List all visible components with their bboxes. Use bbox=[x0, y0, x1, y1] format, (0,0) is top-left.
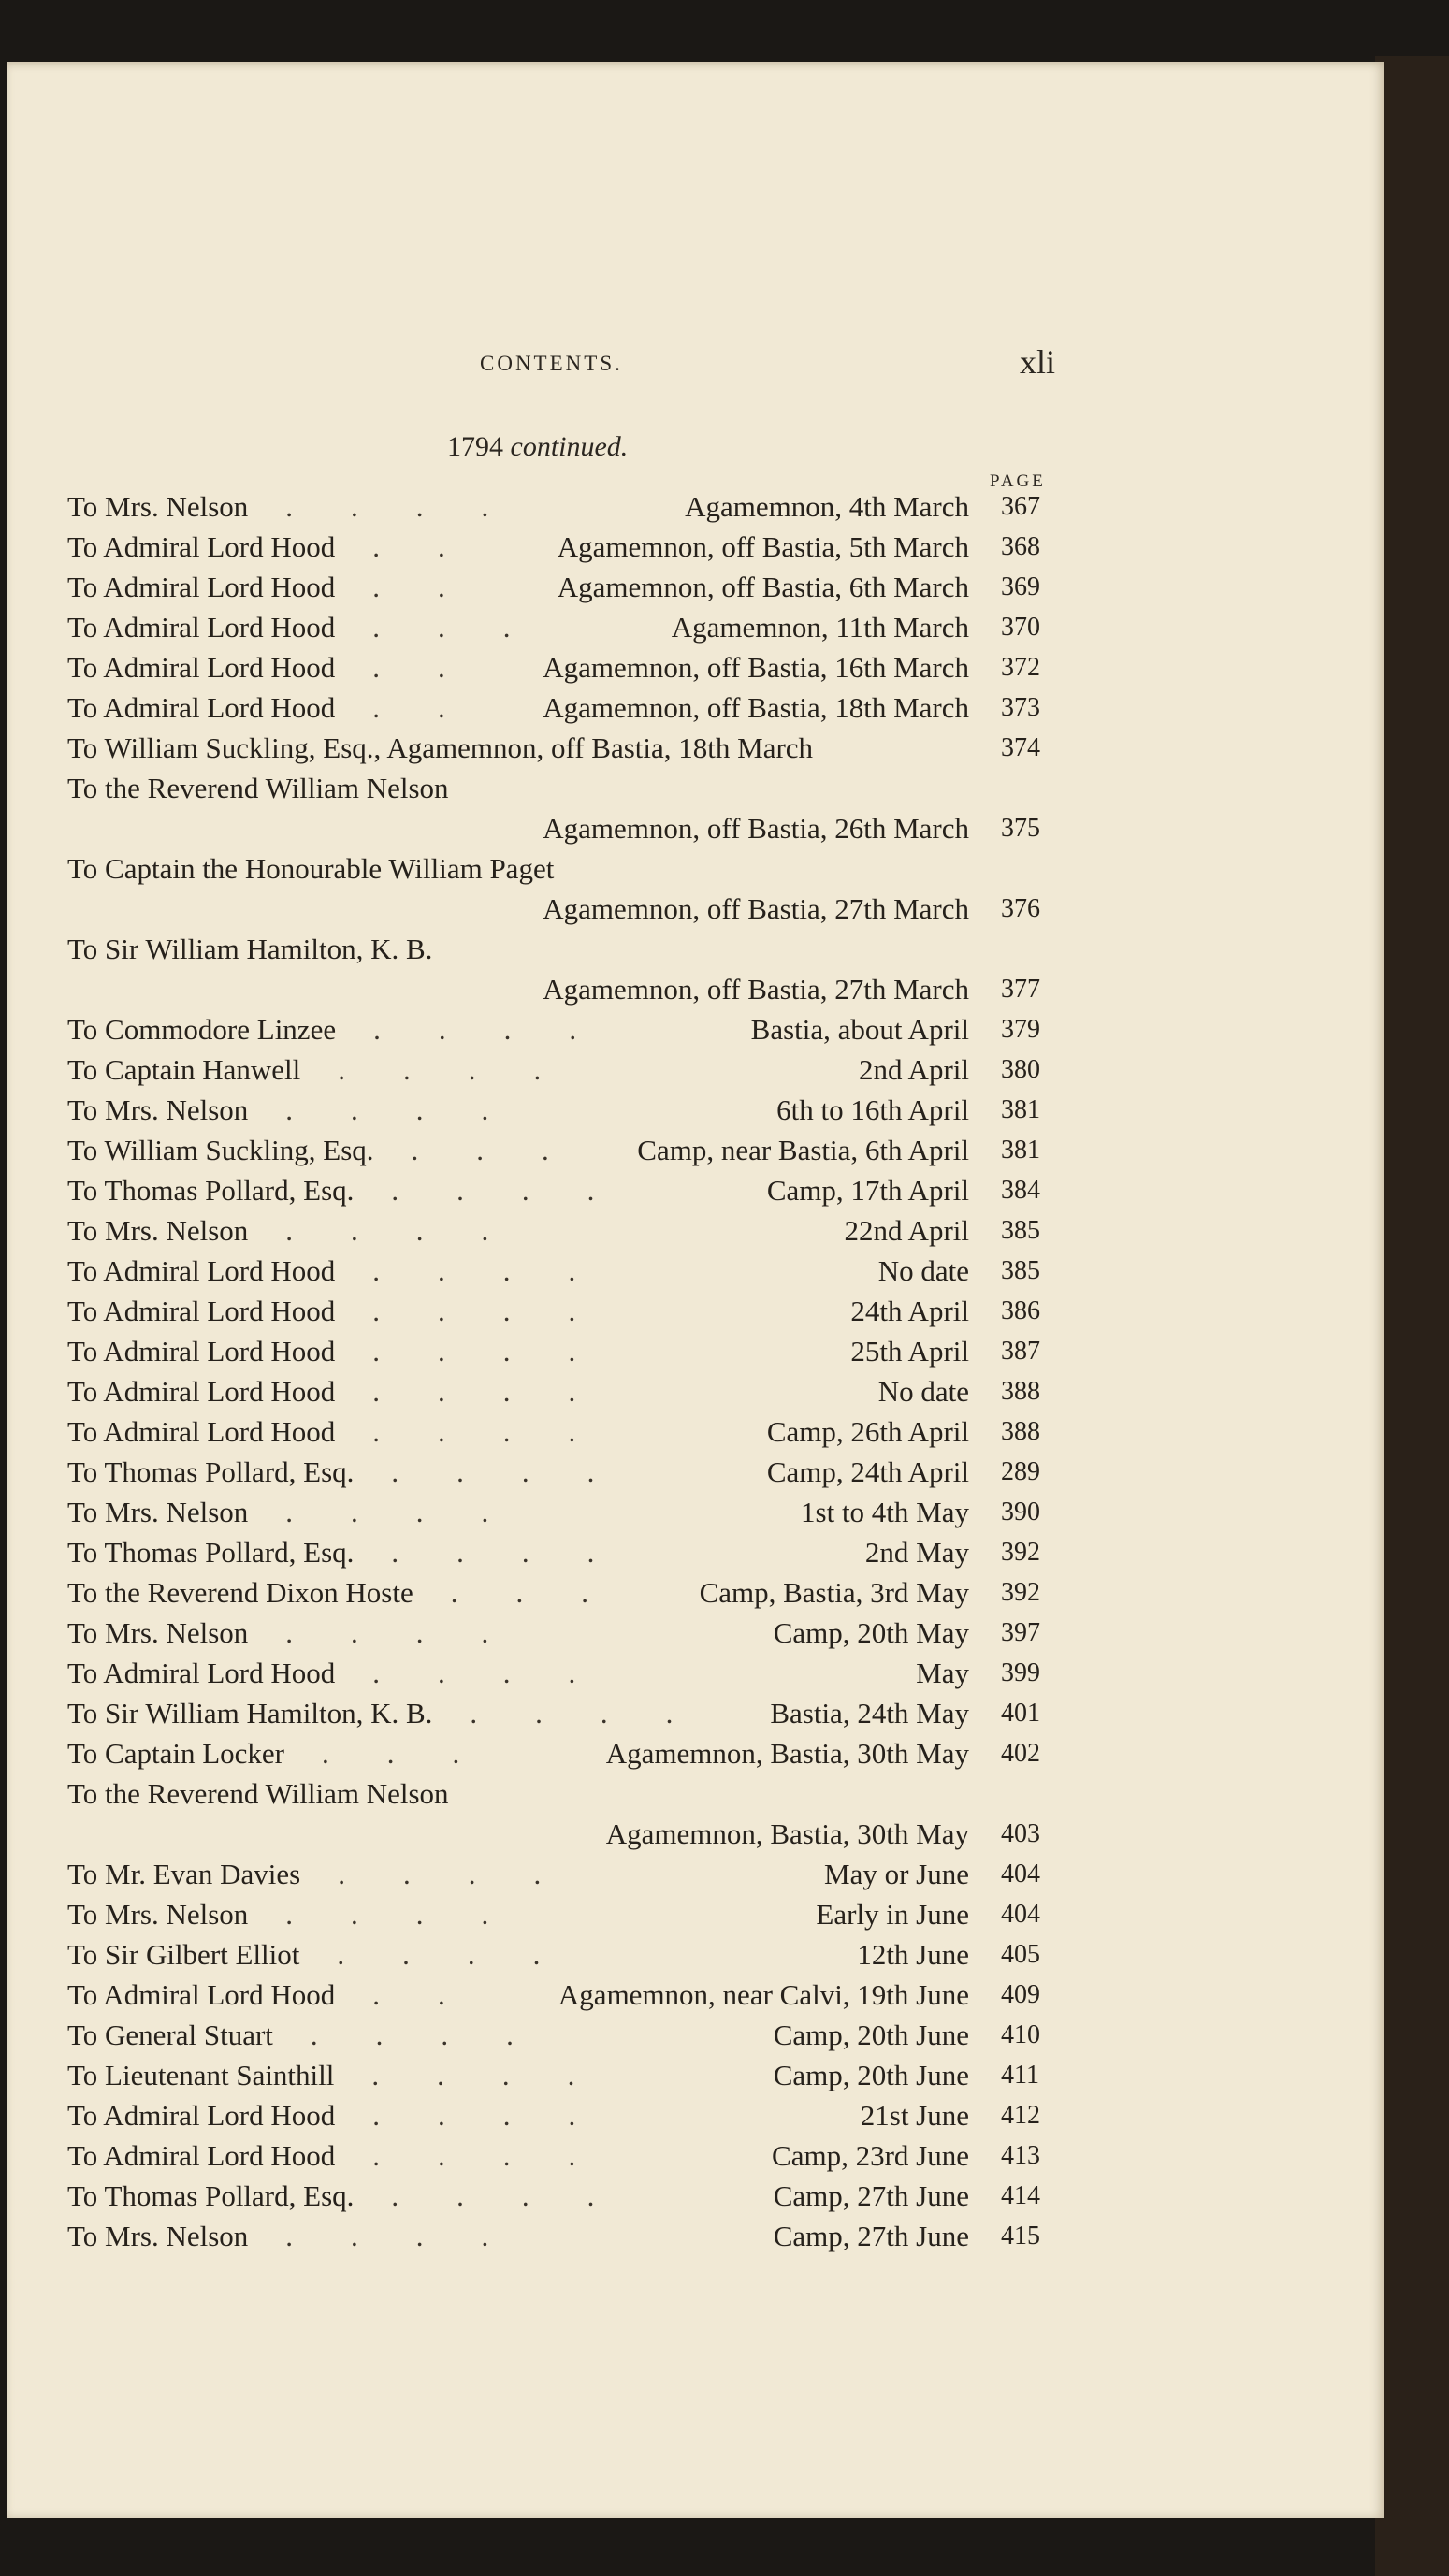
contents-entry bbox=[7, 728, 1384, 768]
entry-recipient: To Captain Locker bbox=[67, 1737, 284, 1770]
contents-entry bbox=[7, 1934, 1384, 1975]
entry-place-date: Agamemnon, off Bastia, 6th March bbox=[557, 571, 969, 603]
entry-place-date: Agamemnon, Bastia, 30th May bbox=[605, 1817, 969, 1850]
entry-page-number: 369 bbox=[1001, 572, 1040, 601]
leader-dots: . . . bbox=[321, 1737, 460, 1770]
contents-entry bbox=[7, 1291, 1384, 1331]
entry-recipient: To the Reverend William Nelson bbox=[67, 772, 449, 804]
entry-page-number: 413 bbox=[1001, 2141, 1040, 2170]
entry-page-number: 392 bbox=[1001, 1538, 1040, 1567]
contents-entry bbox=[7, 1371, 1384, 1411]
leader-dots: . . . . bbox=[310, 2019, 514, 2051]
leader-dots: . . . bbox=[372, 611, 511, 644]
entry-recipient: To Captain the Honourable William Paget bbox=[67, 852, 555, 885]
entry-place-date: Camp, 20th May bbox=[773, 1616, 969, 1649]
leader-dots: . . . . bbox=[285, 1093, 489, 1126]
contents-entry bbox=[7, 768, 1384, 808]
entry-place-date: 22nd April bbox=[844, 1214, 969, 1247]
leader-dots: . . . bbox=[411, 1134, 549, 1166]
entry-place-date: Camp, near Bastia, 6th April bbox=[637, 1134, 969, 1166]
entry-place-date: Agamemnon, off Bastia, 18th March bbox=[543, 691, 969, 724]
leader-dots: . . . . bbox=[373, 1013, 577, 1046]
contents-entry bbox=[7, 1814, 1384, 1854]
leader-dots: . . . . bbox=[285, 1214, 489, 1247]
entry-page-number: 381 bbox=[1001, 1136, 1040, 1165]
leader-dots: . . . bbox=[450, 1576, 588, 1609]
entry-recipient: To Thomas Pollard, Esq. bbox=[67, 2179, 355, 2212]
contents-entry bbox=[7, 1613, 1384, 1653]
entry-page-number: 380 bbox=[1001, 1055, 1040, 1084]
leader-dots: . . . . bbox=[285, 1616, 489, 1649]
entry-place-date: Bastia, 24th May bbox=[770, 1697, 969, 1729]
contents-entry bbox=[7, 1733, 1384, 1773]
leader-dots: . . . . bbox=[285, 1898, 489, 1931]
entry-place-date: Agamemnon, 4th March bbox=[685, 490, 969, 523]
contents-entry bbox=[7, 848, 1384, 889]
contents-entry bbox=[7, 1411, 1384, 1452]
entry-recipient: To Sir William Hamilton, K. B. bbox=[67, 933, 433, 965]
book-edge-shadow bbox=[1375, 56, 1449, 2576]
contents-entry bbox=[7, 1251, 1384, 1291]
entry-recipient: To Mrs. Nelson bbox=[67, 490, 249, 523]
contents-entry bbox=[7, 2055, 1384, 2095]
leader-dots: . . . . bbox=[391, 1174, 595, 1207]
contents-entry bbox=[7, 1009, 1384, 1049]
contents-entry bbox=[7, 969, 1384, 1009]
contents-entry bbox=[7, 2135, 1384, 2176]
entry-place-date: Camp, 17th April bbox=[766, 1174, 969, 1207]
entry-place-date: Camp, 20th June bbox=[773, 2019, 969, 2051]
contents-entry bbox=[7, 1492, 1384, 1532]
entry-page-number: 377 bbox=[1001, 975, 1040, 1004]
leader-dots: . . . . bbox=[391, 2179, 595, 2212]
leader-dots: . . . . bbox=[338, 1053, 542, 1086]
entry-recipient: To Mrs. Nelson bbox=[67, 1496, 249, 1528]
leader-dots: . . . . bbox=[285, 1496, 489, 1528]
entry-page-number: 370 bbox=[1001, 613, 1040, 642]
contents-entry bbox=[7, 687, 1384, 728]
entry-recipient: To Admiral Lord Hood bbox=[67, 1295, 336, 1327]
entry-place-date: Camp, Bastia, 3rd May bbox=[699, 1576, 969, 1609]
entry-page-number: 374 bbox=[1001, 733, 1040, 762]
contents-entry bbox=[7, 889, 1384, 929]
contents-entry bbox=[7, 1854, 1384, 1894]
entry-page-number: 386 bbox=[1001, 1296, 1040, 1325]
leader-dots: . . . . bbox=[285, 490, 489, 523]
entry-recipient: To Mrs. Nelson bbox=[67, 1093, 249, 1126]
entry-recipient: To Mr. Evan Davies bbox=[67, 1858, 301, 1890]
entry-page-number: 367 bbox=[1001, 492, 1040, 521]
contents-entry bbox=[7, 1049, 1384, 1090]
entry-page-number: 410 bbox=[1001, 2020, 1040, 2049]
contents-entry bbox=[7, 1130, 1384, 1170]
entry-page-number: 415 bbox=[1001, 2221, 1040, 2250]
entry-place-date: Agamemnon, Bastia, 30th May bbox=[605, 1737, 969, 1770]
entry-place-date: Agamemnon, near Calvi, 19th June bbox=[558, 1978, 969, 2011]
entry-page-number: 402 bbox=[1001, 1739, 1040, 1768]
entry-recipient: To Lieutenant Sainthill bbox=[67, 2059, 335, 2091]
contents-entry bbox=[7, 647, 1384, 687]
contents-entry bbox=[7, 2095, 1384, 2135]
entry-page-number: 388 bbox=[1001, 1377, 1040, 1406]
entry-recipient: To Thomas Pollard, Esq. bbox=[67, 1455, 355, 1488]
entry-recipient: To the Reverend William Nelson bbox=[67, 1777, 449, 1810]
leader-dots: . . . . bbox=[337, 1938, 541, 1971]
entry-place-date: 1st to 4th May bbox=[801, 1496, 969, 1528]
entry-place-date: Camp, 27th June bbox=[773, 2179, 969, 2212]
entry-place-date: 12th June bbox=[857, 1938, 969, 1971]
entry-place-date: 2nd April bbox=[859, 1053, 969, 1086]
book-page bbox=[7, 62, 1384, 2518]
leader-dots: . . . . bbox=[372, 1335, 576, 1368]
entry-page-number: 411 bbox=[1001, 2061, 1039, 2090]
entry-place-date: Agamemnon, off Bastia, 27th March bbox=[543, 973, 969, 1006]
leader-dots: . . . . bbox=[372, 2139, 576, 2172]
contents-entry bbox=[7, 1653, 1384, 1693]
contents-entry bbox=[7, 1773, 1384, 1814]
contents-entry bbox=[7, 808, 1384, 848]
entry-page-number: 409 bbox=[1001, 1980, 1040, 2009]
entry-place-date: Agamemnon, off Bastia, 26th March bbox=[543, 812, 969, 845]
entry-place-date: 6th to 16th April bbox=[776, 1093, 969, 1126]
contents-entry bbox=[7, 1090, 1384, 1130]
leader-dots: . . bbox=[372, 530, 445, 563]
entry-page-number: 404 bbox=[1001, 1900, 1040, 1929]
entry-recipient: To William Suckling, Esq. bbox=[67, 1134, 374, 1166]
contents-entry bbox=[7, 486, 1384, 527]
entry-recipient: To Thomas Pollard, Esq. bbox=[67, 1536, 355, 1569]
entry-recipient: To Mrs. Nelson bbox=[67, 1616, 249, 1649]
leader-dots: . . bbox=[372, 1978, 445, 2011]
entry-page-number: 399 bbox=[1001, 1658, 1040, 1687]
page-header bbox=[7, 342, 1384, 398]
contents-entry bbox=[7, 929, 1384, 969]
entry-page-number: 414 bbox=[1001, 2181, 1040, 2210]
entry-place-date: Camp, 24th April bbox=[766, 1455, 969, 1488]
leader-dots: . . . . bbox=[372, 1295, 576, 1327]
entry-recipient: To Admiral Lord Hood bbox=[67, 1978, 336, 2011]
running-title: CONTENTS. bbox=[480, 352, 623, 375]
contents-entry bbox=[7, 1331, 1384, 1371]
entry-page-number: 368 bbox=[1001, 532, 1040, 561]
entry-page-number: 390 bbox=[1001, 1498, 1040, 1527]
contents-entry bbox=[7, 1452, 1384, 1492]
entry-place-date: Agamemnon, off Bastia, 5th March bbox=[557, 530, 969, 563]
entry-recipient: To the Reverend Dixon Hoste bbox=[67, 1576, 413, 1609]
entry-recipient: To Admiral Lord Hood bbox=[67, 571, 336, 603]
entry-recipient: To Sir William Hamilton, K. B. bbox=[67, 1697, 433, 1729]
entry-place-date: 21st June bbox=[860, 2099, 969, 2132]
entry-recipient: To Admiral Lord Hood bbox=[67, 651, 336, 684]
entry-recipient: To Admiral Lord Hood bbox=[67, 530, 336, 563]
entry-page-number: 401 bbox=[1001, 1699, 1040, 1728]
entry-place-date: May bbox=[916, 1657, 969, 1689]
entry-page-number: 392 bbox=[1001, 1578, 1040, 1607]
leader-dots: . . . . bbox=[391, 1455, 595, 1488]
contents-entry bbox=[7, 1210, 1384, 1251]
entry-recipient: To Admiral Lord Hood bbox=[67, 2139, 336, 2172]
entry-page-number: 375 bbox=[1001, 814, 1040, 843]
contents-entry bbox=[7, 2015, 1384, 2055]
entry-page-number: 384 bbox=[1001, 1176, 1040, 1205]
subheading-note: continued. bbox=[510, 431, 629, 462]
entry-place-date: Camp, 20th June bbox=[773, 2059, 969, 2091]
entry-recipient: To Admiral Lord Hood bbox=[67, 1415, 336, 1448]
contents-entry bbox=[7, 2216, 1384, 2256]
leader-dots: . . bbox=[372, 691, 445, 724]
entry-recipient: To Commodore Linzee bbox=[67, 1013, 337, 1046]
section-subheading bbox=[7, 431, 1130, 463]
contents-entry bbox=[7, 1894, 1384, 1934]
entry-recipient: To Admiral Lord Hood bbox=[67, 611, 336, 644]
subheading-year: 1794 bbox=[447, 431, 503, 462]
leader-dots: . . . . bbox=[371, 2059, 575, 2091]
entry-recipient: To Admiral Lord Hood bbox=[67, 1375, 336, 1408]
entry-page-number: 372 bbox=[1001, 653, 1040, 682]
entry-page-number: 385 bbox=[1001, 1256, 1040, 1285]
entry-page-number: 397 bbox=[1001, 1618, 1040, 1647]
entry-place-date: No date bbox=[877, 1254, 969, 1287]
entry-recipient: To Admiral Lord Hood bbox=[67, 1335, 336, 1368]
entry-place-date: Bastia, about April bbox=[750, 1013, 969, 1046]
entry-place-date: 25th April bbox=[850, 1335, 969, 1368]
page-column-label: PAGE bbox=[990, 471, 1046, 491]
entry-recipient: To Admiral Lord Hood bbox=[67, 1657, 336, 1689]
leader-dots: . . . . bbox=[372, 1415, 576, 1448]
entry-recipient: To Admiral Lord Hood bbox=[67, 2099, 336, 2132]
contents-entry bbox=[7, 567, 1384, 607]
entry-place-date: Early in June bbox=[816, 1898, 969, 1931]
entry-place-date: Agamemnon, 11th March bbox=[671, 611, 969, 644]
entry-place-date: Agamemnon, off Bastia, 16th March bbox=[543, 651, 969, 684]
entry-page-number: 405 bbox=[1001, 1940, 1040, 1969]
entry-page-number: 373 bbox=[1001, 693, 1040, 722]
entry-page-number: 381 bbox=[1001, 1095, 1040, 1124]
entry-page-number: 379 bbox=[1001, 1015, 1040, 1044]
contents-list bbox=[7, 486, 1384, 2256]
contents-entry bbox=[7, 2176, 1384, 2216]
entry-page-number: 404 bbox=[1001, 1860, 1040, 1889]
leader-dots: . . . . bbox=[285, 2220, 489, 2252]
leader-dots: . . . . bbox=[372, 1657, 576, 1689]
entry-place-date: 24th April bbox=[850, 1295, 969, 1327]
entry-place-date: Agamemnon, off Bastia, 27th March bbox=[543, 892, 969, 925]
entry-place-date: Camp, 26th April bbox=[766, 1415, 969, 1448]
entry-recipient: To Admiral Lord Hood bbox=[67, 691, 336, 724]
entry-page-number: 376 bbox=[1001, 894, 1040, 923]
entry-recipient: To Sir Gilbert Elliot bbox=[67, 1938, 300, 1971]
leader-dots: . . bbox=[372, 651, 445, 684]
leader-dots: . . . . bbox=[372, 1375, 576, 1408]
contents-entry bbox=[7, 1693, 1384, 1733]
entry-page-number: 403 bbox=[1001, 1819, 1040, 1848]
entry-place-date: Camp, 27th June bbox=[773, 2220, 969, 2252]
leader-dots: . . . . bbox=[470, 1697, 674, 1729]
entry-recipient: To Captain Hanwell bbox=[67, 1053, 301, 1086]
leader-dots: . . . . bbox=[372, 2099, 576, 2132]
leader-dots: . . bbox=[372, 571, 445, 603]
entry-page-number: 385 bbox=[1001, 1216, 1040, 1245]
entry-recipient: To Mrs. Nelson bbox=[67, 1898, 249, 1931]
contents-entry bbox=[7, 1572, 1384, 1613]
leader-dots: . . . . bbox=[372, 1254, 576, 1287]
entry-place-date: May or June bbox=[824, 1858, 969, 1890]
entry-page-number: 289 bbox=[1001, 1457, 1040, 1486]
entry-recipient: To Mrs. Nelson bbox=[67, 1214, 249, 1247]
entry-page-number: 388 bbox=[1001, 1417, 1040, 1446]
entry-place-date: Camp, 23rd June bbox=[772, 2139, 969, 2172]
entry-recipient: To Admiral Lord Hood bbox=[67, 1254, 336, 1287]
entry-recipient: To Mrs. Nelson bbox=[67, 2220, 249, 2252]
entry-recipient: To General Stuart bbox=[67, 2019, 273, 2051]
leader-dots: . . . . bbox=[338, 1858, 542, 1890]
contents-entry bbox=[7, 607, 1384, 647]
entry-page-number: 387 bbox=[1001, 1337, 1040, 1366]
entry-place-date: 2nd May bbox=[864, 1536, 969, 1569]
contents-entry bbox=[7, 1170, 1384, 1210]
page-number-roman: xli bbox=[1020, 343, 1056, 381]
entry-place-date: No date bbox=[877, 1375, 969, 1408]
contents-entry bbox=[7, 1532, 1384, 1572]
entry-page-number: 412 bbox=[1001, 2101, 1040, 2130]
entry-recipient: To William Suckling, Esq., Agamemnon, off Bastia, 18th March bbox=[67, 731, 814, 764]
entry-recipient: To Thomas Pollard, Esq. bbox=[67, 1174, 355, 1207]
leader-dots: . . . . bbox=[391, 1536, 595, 1569]
contents-entry bbox=[7, 527, 1384, 567]
contents-entry bbox=[7, 1975, 1384, 2015]
